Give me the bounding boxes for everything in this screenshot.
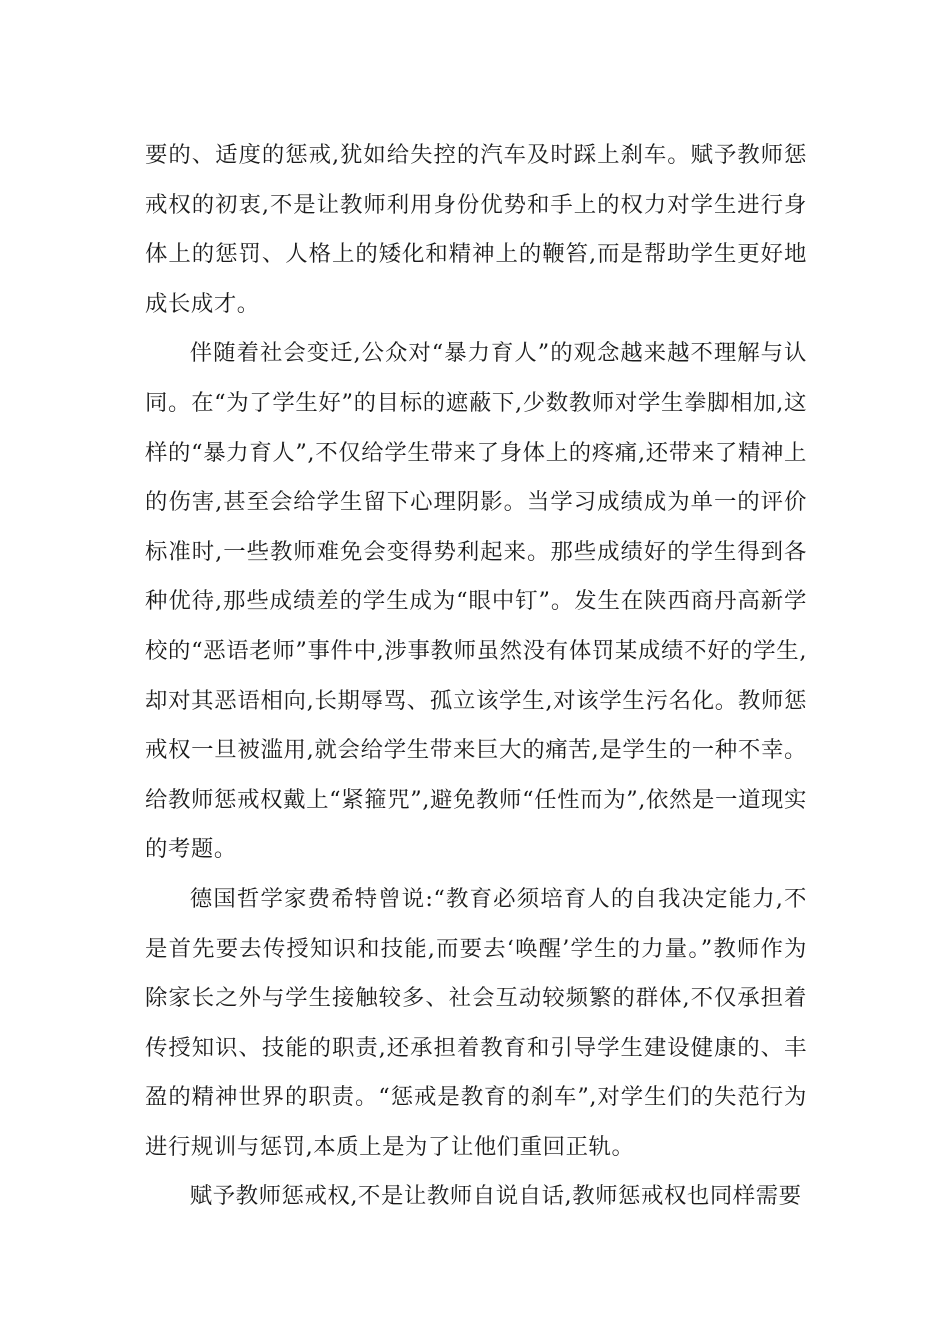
paragraph-violent-education: 伴随着社会变迁,公众对“暴力育人”的观念越来越不理解与认同。在“为了学生好”的目标的遮蔽下,少数教师对学生拳脚相加,这样的“暴力育人”,不仅给学生带来了身体上的疼痛,还带来了精神上的伤害,甚至会给学生留下心理阴影。当学习成绩成为单一的评价标准时,一些教师难免会变得势利起来。那些成绩好的学生得到各种优待,那些成绩差的学生成为“眼中钉”。发生在陕西商丹高新学校的“恶语老师”事件中,涉事教师虽然没有体罚某成绩不好的学生,却对其恶语相向,长期辱骂、孤立该学生,对该学生污名化。教师惩戒权一旦被滥用,就会给学生带来巨大的痛苦,是学生的一种不幸。给教师惩戒权戴上“紧箍咒”,避免教师“任性而为”,依然是一道现实的考题。 — [145, 340, 807, 863]
paragraph-authority-limits: 赋予教师惩戒权,不是让教师自说自话,教师惩戒权也同样需要 — [189, 1183, 802, 1210]
paragraph-fichte-quote: 德国哲学家费希特曾说:“教育必须培育人的自我决定能力,不是首先要去传授知识和技能,而要去‘唤醒’学生的力量。”教师作为除家长之外与学生接触较多、社会互动较频繁的群体,不仅承担着传授知识、技能的职责,还承担着教育和引导学生建设健康的、丰盈的精神世界的职责。“惩戒是教育的刹车”,对学生们的失范行为进行规训与惩罚,本质上是为了让他们重回正轨。 — [145, 885, 807, 1160]
body-text — [145, 131, 807, 1222]
paragraph-continuation: 要的、适度的惩戒,犹如给失控的汽车及时踩上刹车。赋予教师惩戒权的初衷,不是让教师利用身份优势和手上的权力对学生进行身体上的惩罚、人格上的矮化和精神上的鞭笞,而是帮助学生更好地成长成才。 — [145, 142, 807, 317]
